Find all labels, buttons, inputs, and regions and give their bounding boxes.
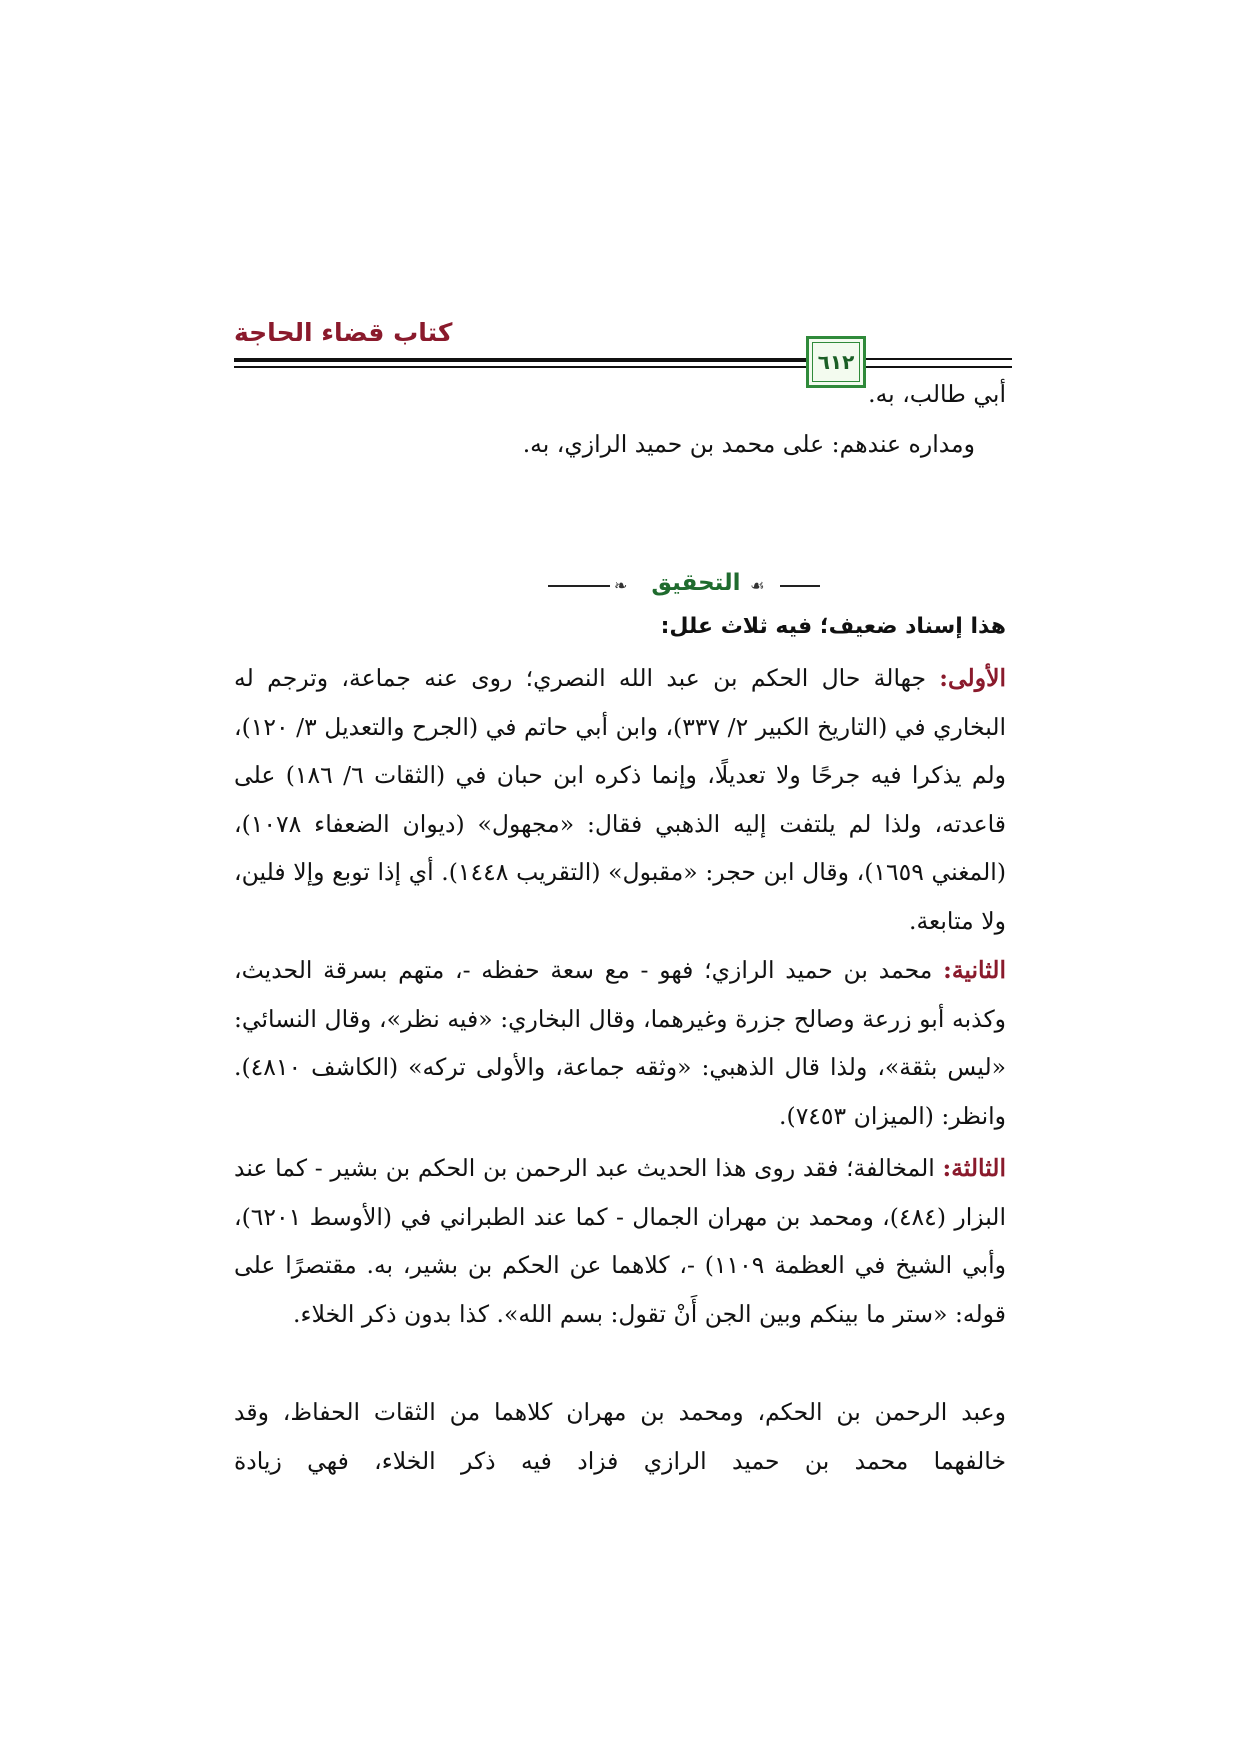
header-rule-right [866,358,1012,360]
paragraph-label-second: الثانية: [943,956,1006,984]
divider-line-right [780,585,820,587]
paragraph-fourth [234,1388,1006,1485]
paragraph-third [234,1144,1006,1338]
intro-line-2: ومداره عندهم: على محمد بن حميد الرازي، به. [522,430,975,458]
page-number: ٦١٢ [817,350,855,374]
intro-line-1: أبي طالب، به. [868,380,1006,408]
paragraph-text-third: المخالفة؛ فقد روى هذا الحديث عبد الرحمن بن الحكم بن بشير - كما عند البزار (٤٨٤)، ومحمد بن مهران الجمال - كما عند الطبراني في (الأوسط ٦٢٠١)، وأبي الشيخ في العظمة ١١٠٩) -، كلاهما عن الحكم بن بشير، به. مقتصرًا على قوله: «ستر ما بينكم وبين الجن أَنْ تقول: بسم الله». كذا بدون ذكر الخلاء. [234,1154,1006,1328]
divider-line-left [548,585,610,587]
page-number-badge [806,336,866,388]
header-rule [234,358,806,362]
paragraph-label-third: الثالثة: [942,1154,1006,1182]
paragraph-label-first: الأولى: [939,664,1006,692]
header-rule-right-lower [866,366,1012,368]
paragraph-text-first: جهالة حال الحكم بن عبد الله النصري؛ روى عنه جماعة، وترجم له البخاري في (التاريخ الكبير ٢/ ٣٣٧)، وابن أبي حاتم في (الجرح والتعديل ٣/ ١٢٠)، ولم يذكرا فيه جرحًا ولا تعديلًا، وإنما ذكره ابن حبان في (الثقات ٦/ ١٨٦) على قاعدته، ولذا لم يلتفت إليه الذهبي فقال: «مجهول» (ديوان الضعفاء ١٠٧٨)، (المغني ١٦٥٩)، وقال ابن حجر: «مقبول» (التقريب ١٤٤٨). أي إذا توبع وإلا فلين، ولا متابعة. [234,664,1007,935]
ornament-left-icon: ❧ [614,576,628,595]
summary-heading: هذا إسناد ضعيف؛ فيه ثلاث علل: [660,614,1006,639]
book-title: كتاب قضاء الحاجة [234,318,453,347]
header-rule-thin [234,366,806,368]
paragraph-second [234,946,1006,1140]
paragraph-text-second: محمد بن حميد الرازي؛ فهو - مع سعة حفظه -، متهم بسرقة الحديث، وكذبه أبو زرعة وصالح جزرة وغيرهما، وقال البخاري: «فيه نظر»، وقال النسائي: «ليس بثقة»، ولذا قال الذهبي: «وثقه جماعة، والأولى تركه» (الكاشف ٤٨١٠). وانظر: (الميزان ٧٤٥٣). [234,956,1006,1130]
section-divider [548,570,820,600]
paragraph-first [234,654,1006,946]
ornament-right-icon: ☙ [750,576,765,595]
paragraph-text-fourth: وعبد الرحمن بن الحكم، ومحمد بن مهران كلاهما من الثقات الحفاظ، وقد خالفهما محمد بن حميد الرازي فزاد فيه ذكر الخلاء، فهي زيادة [234,1398,1006,1475]
section-title: التحقيق [651,570,741,596]
